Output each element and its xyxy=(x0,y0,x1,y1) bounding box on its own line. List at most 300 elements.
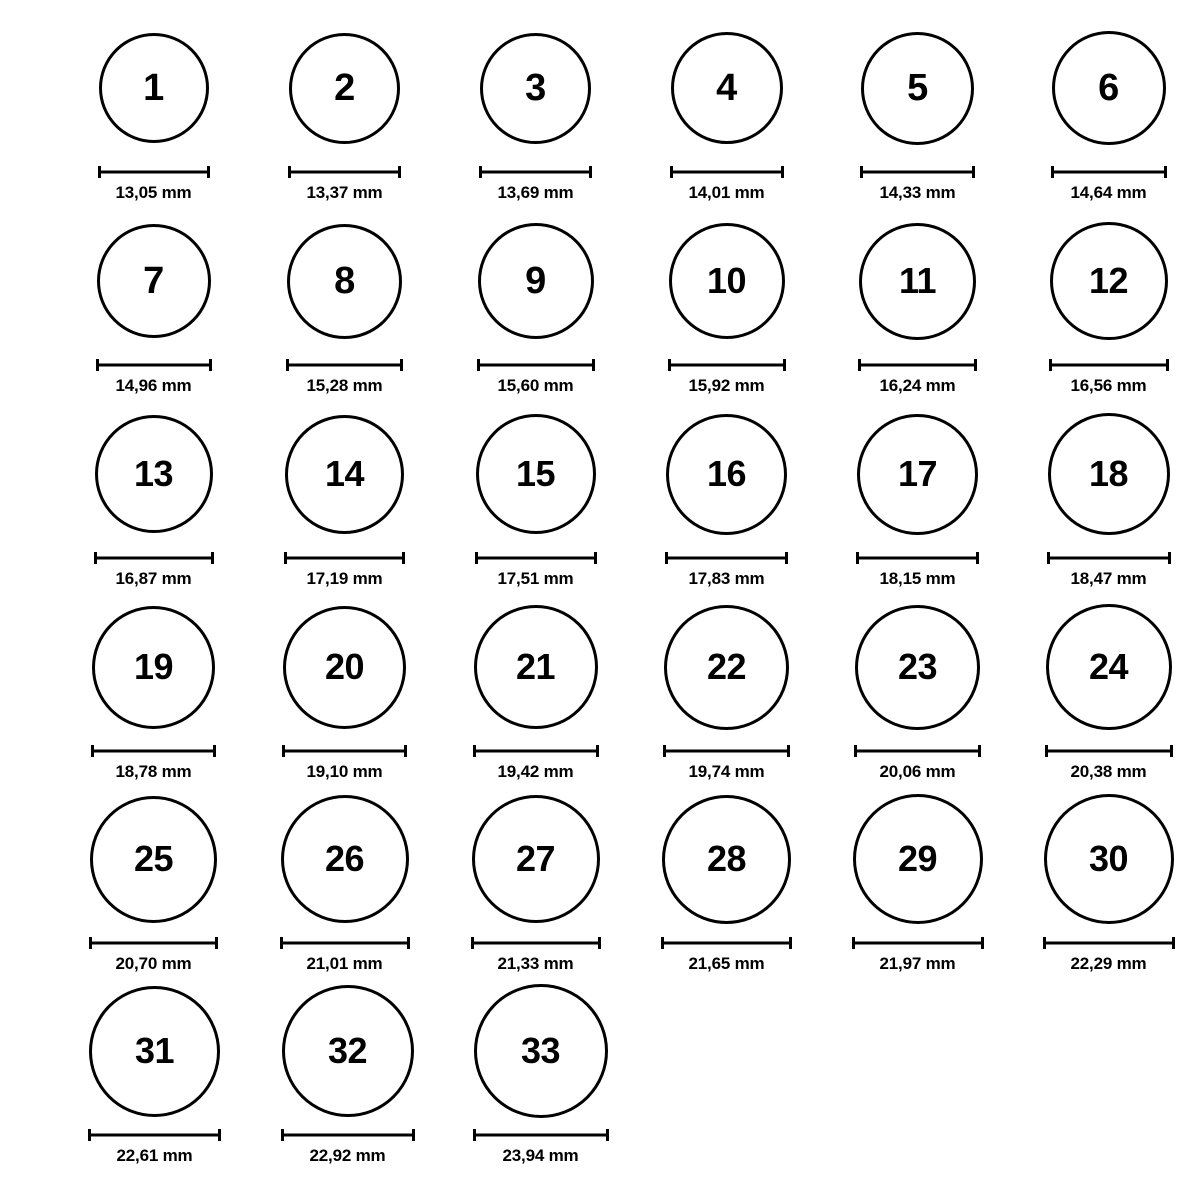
diameter-measure xyxy=(281,1129,415,1166)
ring-circle-area xyxy=(476,404,596,544)
caliper-bar xyxy=(1043,942,1175,945)
caliper-bar xyxy=(670,171,784,174)
ring-circle xyxy=(859,223,976,340)
diameter-label: 15,60 mm xyxy=(497,376,574,395)
ring-size-cell xyxy=(826,597,1009,782)
diameter-label: 21,01 mm xyxy=(306,954,383,973)
ring-circle xyxy=(281,795,409,923)
ring-circle-area xyxy=(90,789,217,929)
diameter-label: 21,33 mm xyxy=(497,954,574,973)
caliper-ruler-icon xyxy=(858,359,977,371)
caliper-bar xyxy=(668,364,786,367)
caliper-tick-left xyxy=(1051,166,1054,178)
diameter-measure xyxy=(94,552,214,589)
caliper-tick-right xyxy=(594,552,597,564)
caliper-bar xyxy=(284,557,405,560)
caliper-ruler-icon xyxy=(288,166,401,178)
ring-size-number: 28 xyxy=(706,838,747,879)
diameter-label: 19,42 mm xyxy=(497,762,574,781)
caliper-bar xyxy=(479,171,592,174)
ring-size-number: 2 xyxy=(334,67,355,109)
caliper-ruler-icon xyxy=(661,937,792,949)
caliper-tick-left xyxy=(856,552,859,564)
size-row xyxy=(0,211,1200,404)
ring-size-cell xyxy=(62,789,245,974)
caliper-ruler-icon xyxy=(668,359,786,371)
ring-circle-area xyxy=(859,211,976,351)
caliper-tick-left xyxy=(661,937,664,949)
size-row xyxy=(0,789,1200,981)
diameter-label: 18,15 mm xyxy=(879,569,956,588)
ring-size-number: 29 xyxy=(897,838,938,879)
diameter-measure xyxy=(668,359,786,396)
ring-size-cell xyxy=(62,211,245,396)
caliper-tick-left xyxy=(96,359,99,371)
diameter-measure xyxy=(1047,552,1171,589)
caliper-ruler-icon xyxy=(665,552,788,564)
diameter-label: 13,69 mm xyxy=(497,183,574,202)
caliper-tick-left xyxy=(473,745,476,757)
caliper-tick-right xyxy=(211,552,214,564)
caliper-bar xyxy=(281,1134,415,1137)
caliper-tick-right xyxy=(606,1129,609,1141)
diameter-measure xyxy=(854,745,981,782)
ring-circle xyxy=(89,986,220,1117)
caliper-tick-right xyxy=(1168,552,1171,564)
ring-circle xyxy=(478,223,594,339)
caliper-tick-left xyxy=(477,359,480,371)
caliper-bar xyxy=(858,364,977,367)
diameter-measure xyxy=(98,166,210,203)
ring-circle-area xyxy=(664,597,789,737)
diameter-measure xyxy=(473,1129,609,1166)
caliper-ruler-icon xyxy=(280,937,410,949)
caliper-ruler-icon xyxy=(1045,745,1173,757)
ring-size-number: 1 xyxy=(143,67,164,109)
caliper-tick-right xyxy=(209,359,212,371)
ring-circle-area xyxy=(478,211,594,351)
caliper-tick-left xyxy=(98,166,101,178)
diameter-label: 15,92 mm xyxy=(688,376,765,395)
caliper-bar xyxy=(471,942,601,945)
caliper-bar xyxy=(94,557,214,560)
ring-circle xyxy=(1050,222,1168,340)
diameter-label: 21,97 mm xyxy=(879,954,956,973)
caliper-tick-right xyxy=(207,166,210,178)
caliper-tick-left xyxy=(286,359,289,371)
diameter-label: 21,65 mm xyxy=(688,954,765,973)
ring-circle xyxy=(472,795,600,923)
caliper-tick-right xyxy=(972,166,975,178)
ring-circle xyxy=(289,33,400,144)
caliper-ruler-icon xyxy=(860,166,975,178)
diameter-measure xyxy=(858,359,977,396)
ring-size-number: 6 xyxy=(1098,67,1119,109)
ring-size-cell xyxy=(1017,404,1200,589)
ring-size-number: 33 xyxy=(520,1030,561,1071)
diameter-measure xyxy=(286,359,403,396)
ring-circle xyxy=(480,33,591,144)
diameter-label: 19,74 mm xyxy=(688,762,765,781)
ring-circle xyxy=(664,605,789,730)
caliper-tick-right xyxy=(1170,745,1173,757)
ring-size-number: 15 xyxy=(515,453,556,494)
caliper-ruler-icon xyxy=(471,937,601,949)
caliper-ruler-icon xyxy=(473,745,599,757)
ring-circle xyxy=(857,414,978,535)
caliper-tick-left xyxy=(668,359,671,371)
diameter-measure xyxy=(473,745,599,782)
ring-circle-area xyxy=(285,404,404,544)
ring-circle-area xyxy=(1044,789,1174,929)
diameter-measure xyxy=(1043,937,1175,974)
diameter-label: 14,64 mm xyxy=(1070,183,1147,202)
ring-size-cell xyxy=(635,211,818,396)
ring-size-cell xyxy=(826,789,1009,974)
ring-size-cell xyxy=(635,404,818,589)
caliper-bar xyxy=(854,750,981,753)
diameter-measure xyxy=(89,937,218,974)
diameter-measure xyxy=(860,166,975,203)
ring-size-cell xyxy=(62,981,247,1166)
ring-size-number: 27 xyxy=(515,838,556,879)
ring-size-cell xyxy=(635,597,818,782)
ring-circle-area xyxy=(855,597,980,737)
diameter-measure xyxy=(280,937,410,974)
ring-circle xyxy=(1046,604,1172,730)
diameter-measure xyxy=(1049,359,1169,396)
ring-circle-area xyxy=(99,18,209,158)
ring-circle xyxy=(95,415,213,533)
caliper-ruler-icon xyxy=(1051,166,1167,178)
caliper-bar xyxy=(473,750,599,753)
ring-size-cell xyxy=(62,404,245,589)
caliper-tick-left xyxy=(284,552,287,564)
ring-circle-area xyxy=(282,981,414,1121)
caliper-tick-left xyxy=(1047,552,1050,564)
diameter-measure xyxy=(1051,166,1167,203)
caliper-tick-right xyxy=(981,937,984,949)
ring-circle-area xyxy=(1048,404,1170,544)
caliper-tick-left xyxy=(1043,937,1046,949)
ring-circle-area xyxy=(472,789,600,929)
caliper-ruler-icon xyxy=(1043,937,1175,949)
ring-size-number: 11 xyxy=(898,260,937,301)
ring-circle-area xyxy=(92,597,215,737)
caliper-tick-right xyxy=(1164,166,1167,178)
caliper-ruler-icon xyxy=(284,552,405,564)
caliper-tick-right xyxy=(404,745,407,757)
caliper-tick-left xyxy=(288,166,291,178)
diameter-label: 13,05 mm xyxy=(115,183,192,202)
caliper-tick-left xyxy=(663,745,666,757)
diameter-label: 17,19 mm xyxy=(306,569,383,588)
ring-size-cell xyxy=(253,211,436,396)
caliper-tick-right xyxy=(598,937,601,949)
ring-size-number: 8 xyxy=(334,260,355,302)
caliper-ruler-icon xyxy=(88,1129,221,1141)
caliper-tick-right xyxy=(213,745,216,757)
ring-size-number: 26 xyxy=(324,838,365,879)
diameter-measure xyxy=(661,937,792,974)
caliper-ruler-icon xyxy=(854,745,981,757)
ring-circle xyxy=(282,985,414,1117)
caliper-ruler-icon xyxy=(856,552,979,564)
ring-circle-area xyxy=(474,597,598,737)
ring-size-number: 25 xyxy=(133,838,174,879)
ring-circle xyxy=(1048,413,1170,535)
caliper-tick-right xyxy=(1172,937,1175,949)
caliper-tick-right xyxy=(781,166,784,178)
diameter-label: 18,78 mm xyxy=(115,762,192,781)
caliper-tick-left xyxy=(88,1129,91,1141)
ring-circle-area xyxy=(857,404,978,544)
ring-circle-area xyxy=(669,211,785,351)
ring-circle xyxy=(92,606,215,729)
caliper-tick-right xyxy=(412,1129,415,1141)
caliper-bar xyxy=(477,364,595,367)
caliper-bar xyxy=(1047,557,1171,560)
ring-size-number: 17 xyxy=(897,453,938,494)
caliper-ruler-icon xyxy=(473,1129,609,1141)
diameter-measure xyxy=(665,552,788,589)
diameter-measure xyxy=(96,359,212,396)
caliper-tick-right xyxy=(978,745,981,757)
caliper-bar xyxy=(665,557,788,560)
caliper-bar xyxy=(663,750,790,753)
ring-size-number: 20 xyxy=(324,646,365,687)
diameter-label: 14,33 mm xyxy=(879,183,956,202)
caliper-tick-right xyxy=(215,937,218,949)
size-row xyxy=(0,404,1200,597)
caliper-tick-right xyxy=(783,359,786,371)
caliper-tick-right xyxy=(218,1129,221,1141)
caliper-ruler-icon xyxy=(479,166,592,178)
caliper-tick-right xyxy=(789,937,792,949)
caliper-tick-right xyxy=(398,166,401,178)
ring-size-cell xyxy=(1017,211,1200,396)
diameter-measure xyxy=(471,937,601,974)
ring-circle-area xyxy=(662,789,791,929)
caliper-bar xyxy=(88,1134,221,1137)
diameter-measure xyxy=(288,166,401,203)
ring-circle xyxy=(474,605,598,729)
ring-circle xyxy=(476,414,596,534)
diameter-measure xyxy=(663,745,790,782)
ring-circle xyxy=(1052,31,1166,145)
diameter-measure xyxy=(282,745,407,782)
caliper-tick-right xyxy=(402,552,405,564)
caliper-ruler-icon xyxy=(281,1129,415,1141)
ring-size-cell xyxy=(448,981,633,1166)
ring-size-number: 19 xyxy=(133,646,174,687)
ring-size-number: 16 xyxy=(706,453,747,494)
ring-size-cell xyxy=(253,789,436,974)
size-row xyxy=(0,597,1200,789)
caliper-ruler-icon xyxy=(477,359,595,371)
ring-size-number: 4 xyxy=(716,67,737,109)
caliper-bar xyxy=(1045,750,1173,753)
diameter-label: 14,96 mm xyxy=(115,376,192,395)
caliper-bar xyxy=(1051,171,1167,174)
caliper-tick-left xyxy=(665,552,668,564)
caliper-bar xyxy=(96,364,212,367)
caliper-tick-right xyxy=(592,359,595,371)
diameter-label: 20,38 mm xyxy=(1070,762,1147,781)
ring-circle xyxy=(97,224,211,338)
caliper-tick-right xyxy=(787,745,790,757)
diameter-label: 22,61 mm xyxy=(116,1146,193,1165)
caliper-tick-left xyxy=(94,552,97,564)
diameter-label: 13,37 mm xyxy=(306,183,383,202)
diameter-label: 18,47 mm xyxy=(1070,569,1147,588)
caliper-tick-left xyxy=(89,937,92,949)
diameter-label: 23,94 mm xyxy=(502,1146,579,1165)
size-row xyxy=(0,981,1200,1171)
ring-size-cell xyxy=(635,789,818,974)
ring-size-number: 21 xyxy=(515,646,556,687)
ring-circle-area xyxy=(853,789,983,929)
ring-circle xyxy=(474,984,608,1118)
caliper-bar xyxy=(89,942,218,945)
ring-size-cell xyxy=(62,597,245,782)
caliper-tick-right xyxy=(974,359,977,371)
ring-size-cell xyxy=(253,18,436,203)
caliper-ruler-icon xyxy=(89,937,218,949)
caliper-bar xyxy=(860,171,975,174)
diameter-label: 16,24 mm xyxy=(879,376,956,395)
caliper-tick-left xyxy=(860,166,863,178)
caliper-bar xyxy=(91,750,216,753)
caliper-ruler-icon xyxy=(1049,359,1169,371)
caliper-bar xyxy=(661,942,792,945)
diameter-measure xyxy=(670,166,784,203)
ring-size-number: 10 xyxy=(706,260,747,301)
caliper-tick-left xyxy=(91,745,94,757)
diameter-label: 17,51 mm xyxy=(497,569,574,588)
diameter-measure xyxy=(852,937,984,974)
ring-circle-area xyxy=(289,18,400,158)
caliper-tick-left xyxy=(852,937,855,949)
caliper-ruler-icon xyxy=(96,359,212,371)
diameter-measure xyxy=(479,166,592,203)
ring-circle-area xyxy=(666,404,787,544)
diameter-label: 20,06 mm xyxy=(879,762,956,781)
caliper-tick-left xyxy=(280,937,283,949)
size-row xyxy=(0,18,1200,211)
diameter-measure xyxy=(91,745,216,782)
caliper-bar xyxy=(852,942,984,945)
ring-circle-area xyxy=(861,18,974,158)
ring-circle-area xyxy=(89,981,220,1121)
ring-size-number: 31 xyxy=(134,1030,175,1071)
ring-size-cell xyxy=(444,597,627,782)
caliper-tick-right xyxy=(589,166,592,178)
ring-circle xyxy=(283,606,406,729)
ring-size-cell xyxy=(444,18,627,203)
ring-circle-area xyxy=(1052,18,1166,158)
ring-size-cell xyxy=(444,211,627,396)
caliper-tick-left xyxy=(475,552,478,564)
ring-size-cell xyxy=(826,18,1009,203)
ring-size-number: 23 xyxy=(897,646,938,687)
ring-size-cell xyxy=(253,404,436,589)
caliper-bar xyxy=(475,557,597,560)
ring-size-cell xyxy=(826,211,1009,396)
caliper-bar xyxy=(286,364,403,367)
caliper-tick-left xyxy=(282,745,285,757)
diameter-label: 22,29 mm xyxy=(1070,954,1147,973)
diameter-label: 16,87 mm xyxy=(115,569,192,588)
caliper-tick-left xyxy=(670,166,673,178)
caliper-bar xyxy=(1049,364,1169,367)
diameter-measure xyxy=(1045,745,1173,782)
caliper-tick-right xyxy=(785,552,788,564)
ring-size-number: 12 xyxy=(1088,260,1129,301)
ring-size-number: 9 xyxy=(525,260,546,302)
diameter-label: 20,70 mm xyxy=(115,954,192,973)
diameter-label: 22,92 mm xyxy=(309,1146,386,1165)
caliper-tick-right xyxy=(400,359,403,371)
caliper-tick-left xyxy=(473,1129,476,1141)
ring-circle xyxy=(1044,794,1174,924)
caliper-tick-left xyxy=(471,937,474,949)
caliper-tick-right xyxy=(407,937,410,949)
ring-size-number: 7 xyxy=(143,260,164,302)
ring-size-cell xyxy=(444,404,627,589)
ring-circle-area xyxy=(281,789,409,929)
ring-size-number: 18 xyxy=(1088,453,1129,494)
caliper-tick-left xyxy=(858,359,861,371)
ring-size-number: 30 xyxy=(1088,838,1129,879)
ring-circle-area xyxy=(1046,597,1172,737)
ring-circle xyxy=(99,33,209,143)
ring-circle xyxy=(861,32,974,145)
caliper-ruler-icon xyxy=(94,552,214,564)
ring-size-number: 3 xyxy=(525,67,546,109)
ring-circle-area xyxy=(97,211,211,351)
caliper-ruler-icon xyxy=(475,552,597,564)
caliper-ruler-icon xyxy=(663,745,790,757)
ring-size-number: 22 xyxy=(706,646,747,687)
caliper-tick-right xyxy=(596,745,599,757)
ring-size-number: 13 xyxy=(133,453,174,494)
caliper-ruler-icon xyxy=(98,166,210,178)
ring-circle xyxy=(855,605,980,730)
caliper-tick-left xyxy=(854,745,857,757)
diameter-label: 14,01 mm xyxy=(688,183,765,202)
ring-circle-area xyxy=(95,404,213,544)
ring-circle-area xyxy=(283,597,406,737)
caliper-tick-right xyxy=(976,552,979,564)
ring-circle-area xyxy=(480,18,591,158)
ring-circle xyxy=(666,414,787,535)
caliper-ruler-icon xyxy=(852,937,984,949)
ring-size-cell xyxy=(255,981,440,1166)
ring-size-cell xyxy=(444,789,627,974)
caliper-bar xyxy=(280,942,410,945)
caliper-tick-left xyxy=(479,166,482,178)
ring-circle xyxy=(662,795,791,924)
caliper-ruler-icon xyxy=(282,745,407,757)
ring-size-cell xyxy=(1017,597,1200,782)
caliper-bar xyxy=(98,171,210,174)
diameter-measure xyxy=(88,1129,221,1166)
ring-circle-area xyxy=(1050,211,1168,351)
caliper-tick-left xyxy=(281,1129,284,1141)
ring-circle xyxy=(287,224,402,339)
caliper-bar xyxy=(473,1134,609,1137)
